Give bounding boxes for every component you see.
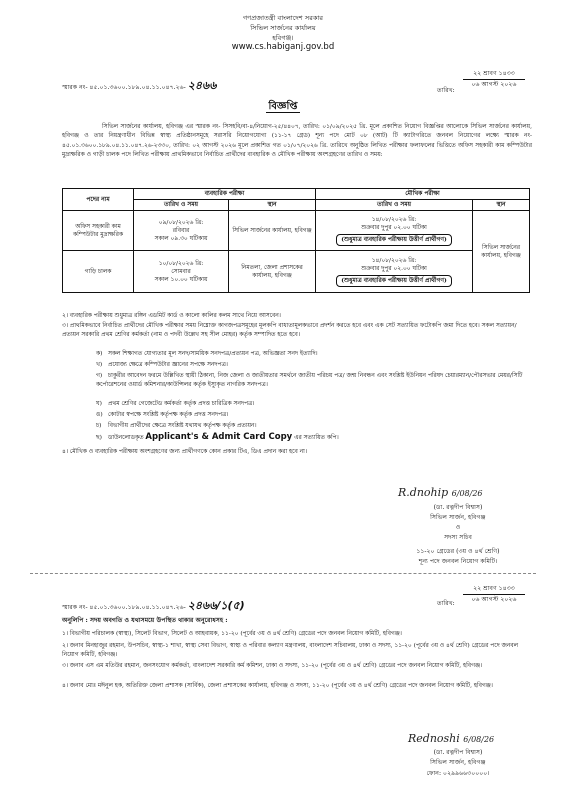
row1-viva-datetime bbox=[316, 211, 473, 251]
signature-2 bbox=[408, 732, 494, 745]
signatory-2-name: (ডা. রত্নদীপ বিশ্বাস) bbox=[433, 749, 483, 756]
date-2-english: ০৬ আগস্ট ২০২৬ bbox=[463, 594, 525, 605]
date-box bbox=[463, 69, 525, 90]
note-3: ৩। প্রাথমিকভাবে নির্বাচিত প্রার্থীদের মৌখিক পরীক্ষার সময় নিম্নোক্ত কাগজপত্রসমূহের মূলকপি বাধ্যতামূলকভাবে প্রদর্শন করতে হবে এবং এক সেট সত্যায়িত ফটোকপি জমা দিতে হবে। সকল সত্যায়ন/প্রত্যয়ন সরকারি প্রথম শ্রেণির কর্মকর্তা (নাম ও পদবী উল্লেখ সহ সীল মোহর) কর্তৃক সম্পাদিত হতে হবে। bbox=[62, 323, 517, 339]
signature-1 bbox=[398, 486, 483, 499]
row2-practical-place: নিমতলা, জেলা প্রশাসকের কার্যালয়, হবিগঞ্জ bbox=[229, 251, 316, 293]
list-item: ১। বিভাগীয় পরিচালক (স্বাস্থ্য), সিলেট বিভাগ, সিলেট ও আহবায়ক, ১১-২০ (পূর্বের ৩য় ও ৪র্থ শ্রেণি) গ্রেডের পদে জনবল নিয়োগ কমিটি, হবিগঞ্জ। bbox=[62, 631, 402, 637]
list-text-post: এর সত্যায়িত কপি। bbox=[292, 435, 339, 441]
list-text: সকল শিক্ষাগত যোগ্যতার মূল সনদ/সাময়িক সনদপত্র/প্রত্যয়ন পত্র, অভিজ্ঞতা সনদ ইত্যাদি। bbox=[108, 351, 318, 357]
list-key: ঙ) bbox=[96, 412, 103, 418]
row2-v-note: (শুধুমাত্র ব্যবহারিক পরীক্ষায় উত্তীর্ণ প্রার্থীগণ) bbox=[336, 275, 452, 287]
signatory-1-title: সিভিল সার্জন, হবিগঞ্জ bbox=[430, 514, 486, 521]
row1-practical-place: সিভিল সার্জনের কার্যালয়, হবিগঞ্জ bbox=[229, 211, 316, 251]
list-key: গ) bbox=[96, 373, 103, 379]
website-link[interactable]: www.cs.habiganj.gov.bd bbox=[231, 42, 335, 52]
applicant-admit-card-text: Applicant's & Admit Card Copy bbox=[145, 432, 293, 442]
row1-v-time: শুক্রবার দুপুর ০২.০০ ঘটিকা bbox=[361, 224, 427, 231]
date-box-2 bbox=[463, 584, 525, 605]
date-label: তারিখ: bbox=[437, 87, 455, 94]
list-text: প্রযোজ্য ক্ষেত্রে কম্পিউটার জ্ঞানের সপক্ষে সনদপত্র। bbox=[108, 362, 228, 368]
list-key: চ) bbox=[96, 423, 102, 429]
header-viva-datetime: তারিখ ও সময় bbox=[316, 200, 473, 211]
list-text: বিভাগীয় প্রার্থীদের ক্ষেত্রে সংশ্লিষ্ট যথাযথ কর্তৃপক্ষ কর্তৃক প্রত্যয়ন। bbox=[108, 423, 257, 429]
list-key: ঘ) bbox=[96, 401, 102, 407]
govt-header: গণপ্রজাতন্ত্রী বাংলাদেশ সরকার bbox=[242, 14, 324, 22]
header-practical: ব্যবহারিক পরীক্ষা bbox=[134, 189, 316, 200]
schedule-table bbox=[62, 188, 530, 293]
memo-2-handwritten-number: ২৪৬৬/১(৫) bbox=[187, 599, 245, 612]
list-item: ৩। জনাব এস এম মতিউর রহমান, জনসংযোগ কর্মকর্তা, বাংলাদেশ সরকারি কর্ম কমিশন, ঢাকা ও সদস্য, ১১-২০ (পূর্বের ৩য় ও ৪র্থ শ্রেণি) গ্রেডের পদে জনবল নিয়োগ কমিটি, হবিগঞ্জ। bbox=[62, 663, 483, 669]
list-text: কোটার স্বপক্ষে সংশ্লিষ্ট কর্তৃপক্ষ কর্তৃক প্রদত্ত সনদপত্র। bbox=[108, 412, 229, 418]
signatory-1-name: (ডা. রত্নদীপ বিশ্বাস) bbox=[433, 504, 483, 511]
row1-p-time: সকাল ০৯.৩০ ঘটিকায় bbox=[154, 235, 208, 242]
list-item bbox=[96, 372, 532, 390]
intro-paragraph: সিভিল সার্জনের কার্যালয়, হবিগঞ্জ এর স্মারক নং- সিসহবি/বা-৪/নিয়োগ-২৫/৪৪০৭, তারিখ: ০১/০৯/২০২৫ খ্রি. মূলে প্রকাশিত নিয়োগ বিজ্ঞপ্তির আলোকে সিভিল সার্জনের কার্যালয়, হবিগঞ্জ ও তার নিয়ন্ত্রণাধীন বিভিন্ন স্বাস্থ্য প্রতিষ্ঠানসমূহে সরাসরি নিয়োগযোগ্য (১১-১৭ গ্রেড) শূন্য পদে মোট ০৮ (আট) টি ক্যাটাগরিতে জনবল নিয়োগের লক্ষ্যে স্মারক নং- ৪৫.০১.৩৬০০.১৮৯.০৪.১১.০৪৭.২৬-২৩৩০, তারিখ: ০২ আগস্ট ২০২৬ মূলে প্রকাশিত গত ০১/০৭/২০২৬ খ্রি. তারিখে অনুষ্ঠিত লিখিত পরীক্ষার ফলাফলের ভিত্তিতে অফিস সহকারী কাম কম্পিউটার মুদ্রাক্ষরিক ও গাড়ী চালক পদে লিখিত পরীক্ষায় প্রাথমিকভাবে নির্বাচিত প্রার্থীদের ব্যবহারিক ও মৌখিক পরীক্ষায় অংশগ্রহণের তারিখ ও সময়: bbox=[62, 124, 532, 159]
table-row bbox=[63, 251, 530, 293]
signatory-1-committee1: ১১-২০ গ্রেডের (৩য় ও ৪র্থ শ্রেণি) bbox=[416, 548, 500, 555]
signature-1-scribble: R.dnohip bbox=[398, 486, 449, 499]
row2-v-time: শুক্রবার দুপুর ০২.০০ ঘটিকা bbox=[361, 265, 427, 272]
row1-practical-datetime bbox=[134, 211, 229, 251]
list-item bbox=[96, 433, 532, 443]
header-practical-place: স্থান bbox=[229, 200, 316, 211]
notice-title-text: বিজ্ঞপ্তি bbox=[268, 101, 298, 112]
row2-p-day: সোমবার bbox=[171, 268, 191, 275]
table-subheader-row bbox=[63, 200, 530, 211]
memo-number-2-text: স্মারক নং- ৪৫.০১.৩৬০০.১৮৯.০৪.১১.০৪৭.২৬- bbox=[62, 604, 186, 611]
date-2-bangla: ২২ শ্রাবণ ১৪৩৩ bbox=[473, 585, 515, 592]
list-item: ২। জনাব মিনহাজুর রহমান, উপসচিব, স্বাস্থ্য-১ শাখা, স্বাস্থ্য সেবা বিভাগ, স্বাস্থ্য ও পরিবার কল্যাণ মন্ত্রণালয়, বাংলাদেশ সচিবালয়, ঢাকা ও সদস্য, ১১-২০ (পূর্বের ৩য় ও ৪র্থ শ্রেণি) গ্রেডের পদে জনবল নিয়োগ কমিটি, হবিগঞ্জ। bbox=[62, 643, 519, 659]
row2-v-date: ১৪/০৮/২০২৬ খ্রি: bbox=[371, 257, 417, 264]
date-english: ০৬ আগস্ট ২০২৬ bbox=[463, 79, 525, 90]
copy-to-heading: অনুলিপি : সদয় অবগতি ও যথাসময়ে উপস্থিত থাকার অনুরোধসহ : bbox=[62, 617, 228, 624]
signatory-1-committee2: শূন্য পদে জনবল নিয়োগ কমিটি। bbox=[418, 558, 498, 565]
list-key: খ) bbox=[96, 362, 103, 368]
list-item bbox=[96, 400, 532, 409]
list-item bbox=[96, 411, 532, 420]
row2-practical-datetime bbox=[134, 251, 229, 293]
list-item: ৪। জনাব মোঃ মঈনুল হক, অতিরিক্ত জেলা প্রশাসক (সার্বিক), জেলা প্রশাসকের কার্যালয়, হবিগঞ্জ ও সদস্য, ১১-২০ (পূর্বের ৩য় ও ৪র্থ শ্রেণি) গ্রেডের পদে জনবল নিয়োগ কমিটি, হবিগঞ্জ। bbox=[62, 683, 493, 689]
list-item bbox=[96, 361, 532, 370]
notice-title bbox=[0, 99, 566, 116]
row1-v-date: ১৪/০৮/২০২৬ খ্রি: bbox=[371, 216, 417, 223]
signatory-2-title: সিভিল সার্জন, হবিগঞ্জ bbox=[430, 759, 486, 766]
office-header: সিভিল সার্জনের কার্যালয় bbox=[250, 24, 316, 32]
list-text-pre: ডাউনলোডকৃত bbox=[108, 435, 146, 441]
row2-viva-datetime bbox=[316, 251, 473, 293]
row2-p-time: সকাল ১০.০০ ঘটিকায় bbox=[154, 276, 208, 283]
list-item bbox=[96, 422, 532, 431]
signatory-2-phone: ফোন: ০২৯৯৬৬৩০০০০। bbox=[426, 770, 490, 777]
list-item bbox=[96, 350, 532, 359]
row2-post: গাড়ি চালক bbox=[63, 251, 134, 293]
list-key: ছ) bbox=[96, 435, 102, 441]
district-header: হবিগঞ্জ। bbox=[272, 34, 294, 42]
row1-post: অফিস সহকারী কাম কম্পিউটার মুদ্রাক্ষরিক bbox=[63, 211, 134, 251]
row2-p-date: ১০/০৮/২০২৬ খ্রি: bbox=[158, 260, 204, 267]
memo-number bbox=[62, 77, 216, 96]
section-divider bbox=[30, 573, 536, 574]
date-bangla: ২২ শ্রাবণ ১৪৩৩ bbox=[473, 70, 515, 77]
signature-2-scribble: Rednoshi bbox=[408, 732, 460, 745]
table-header-row bbox=[63, 189, 530, 200]
note-2: ২। ব্যবহারিক পরীক্ষায় শুধুমাত্র রঙ্গিন এডমিট কার্ড ও কালো কালির কলম সাথে নিয়ে আসবেন। bbox=[62, 313, 281, 319]
memo-number-text: স্মারক নং- ৪৫.০১.৩৬০০.১৮৯.০৪.১১.০৪৭.২৬- bbox=[62, 84, 186, 91]
row1-p-day: রবিবার bbox=[172, 227, 190, 234]
memo-handwritten-number: ২৪৬৬ bbox=[187, 79, 217, 92]
viva-place: সিভিল সার্জনের কার্যালয়, হবিগঞ্জ bbox=[473, 211, 530, 293]
header-post: পদের নাম bbox=[63, 189, 134, 211]
signatory-1-role: সদস্য সচিব bbox=[444, 534, 472, 541]
list-key: ক) bbox=[96, 351, 103, 357]
memo-number-2 bbox=[62, 597, 245, 616]
table-row bbox=[63, 211, 530, 251]
date-label-2: তারিখ: bbox=[437, 600, 455, 607]
header-viva-place: স্থান bbox=[473, 200, 530, 211]
header-practical-datetime: তারিখ ও সময় bbox=[134, 200, 229, 211]
note-4: ৪। মৌখিক ও ব্যবহারিক পরীক্ষায় অংশগ্রহণের জন্য প্রার্থীগণকে কোন প্রকার টিএ, ডিএ প্রদান করা হবে না। bbox=[62, 449, 307, 455]
list-text: চাকুরীর আবেদন ফরমে উল্লিখিত স্থায়ী ঠিকানা, নিজ জেলা ও জাতীয়তার সমর্থনে জাতীয় পরিচয় পত্র/ জন্ম নিবন্ধন এবং সংশ্লিষ্ট ইউনিয়ন পরিষদ চেয়ারম্যান/পৌরসভার মেয়র/সিটি কর্পোরেশনের ওয়ার্ড কমিশনার/কাউন্সিলর কর্তৃক ইস্যুকৃত নাগরিক সনদপত্র। bbox=[96, 373, 523, 389]
signature-1-date: 6/08/26 bbox=[451, 489, 483, 498]
row1-p-date: ০৯/০৮/২০২৬ খ্রি: bbox=[158, 219, 204, 226]
signature-2-date: 6/08/26 bbox=[463, 735, 495, 744]
list-text: প্রথম শ্রেণির গেজেটেড কর্মকর্তা কর্তৃক প্রদত্ত চারিত্রিক সনদপত্র। bbox=[108, 401, 255, 407]
signatory-1-and: ও bbox=[455, 524, 461, 531]
row1-v-note: (শুধুমাত্র ব্যবহারিক পরীক্ষায় উত্তীর্ণ প্রার্থীগণ) bbox=[336, 234, 452, 246]
header-viva: মৌখিক পরীক্ষা bbox=[316, 189, 530, 200]
